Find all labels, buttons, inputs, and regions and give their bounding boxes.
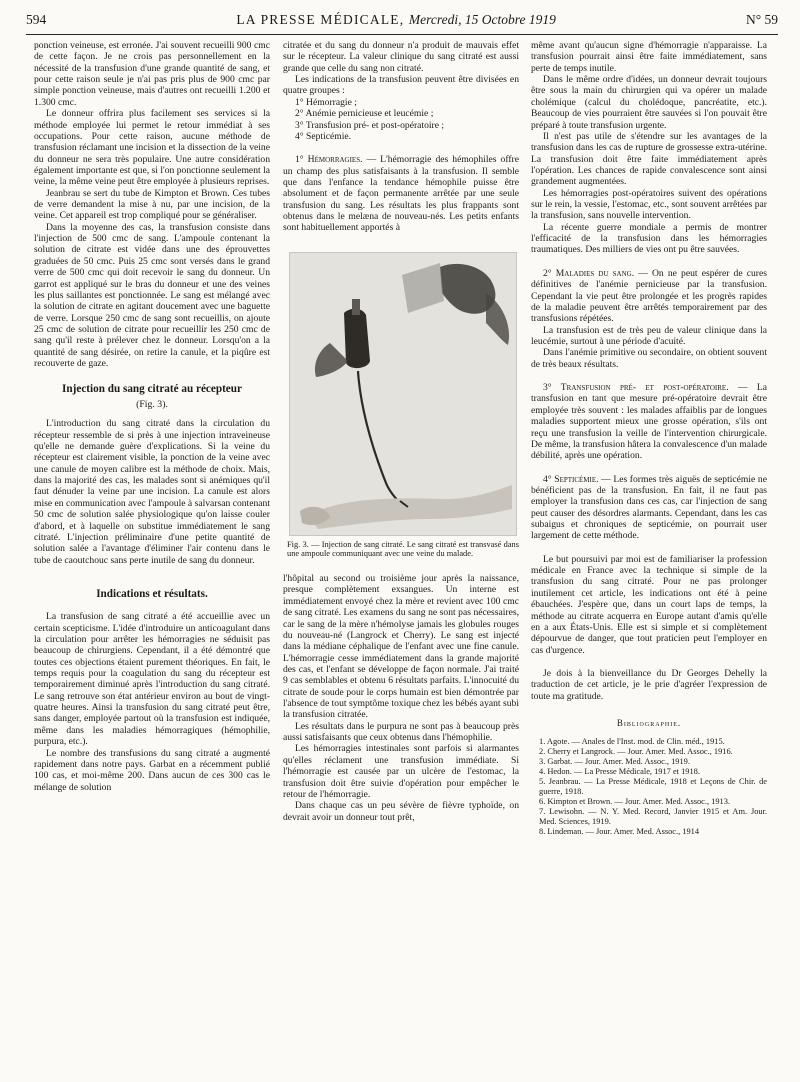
journal-name: LA PRESSE MÉDICALE,: [236, 12, 405, 27]
bibliography-entry: 6. Kimpton et Brown. — Jour. Amer. Med. Assoc., 1913.: [539, 797, 730, 807]
figure-transfusion-photo: [289, 252, 517, 536]
paragraph: Les indications de la transfusion peuvent être divisées en quatre groupes :: [283, 74, 519, 97]
issue-number: N° 59: [745, 12, 778, 27]
indications-list: [283, 97, 519, 142]
issue-date: Mercredi, 15 Octobre 1919: [408, 12, 556, 27]
transfusion-illustration: [290, 253, 516, 535]
bibliography-heading: Bibliographie.: [616, 718, 682, 729]
paragraph: Je dois à la bienveillance du Dr Georges Dehelly la traduction de cet article, je le prie d'agréer l'expression de toute ma gratitude.: [531, 667, 767, 702]
paragraph: Les résultats dans le purpura ne sont pas à beaucoup près aussi satisfaisants que ceux obtenus dans l'hémophilie.: [283, 720, 519, 744]
paragraph: [531, 474, 767, 542]
paragraph: Le nombre des transfusions du sang citraté a augmenté rapidement dans notre pays. Garbat en a récemment publié 100 cas, et moi-même 200. Dans aucun de ces 300 cas le mélange de solution: [34, 747, 270, 793]
bibliography-entry: 7. Lewisohn. — N. Y. Med. Record, Janvier 1915 et Am. Jour. Med. Sciences, 1919.: [539, 807, 767, 827]
column-left: [34, 40, 270, 793]
bibliography-entry: 4. Hedon. — La Presse Médicale, 1917 et 1918.: [539, 766, 700, 776]
subsection-heading: 4° Septicémie.: [543, 473, 599, 485]
paragraph: La transfusion de sang citraté a été accueillie avec un certain scepticisme. L'idée d'introduire un anticoagulant dans la circulation pour arrêter les hémorragies ne séduisit pas beaucoup de chirurgiens. Cependant, il a été démontré que toutes ces objections étaient purement théoriques. En fait, le temps requis pour la coagulation du sang du récepteur est temporairement diminué après l'introduction du sang citraté. Le sang retrouve son état antérieur environ au bout de vingt-quatre heures. Ainsi la transfusion du sang citraté peut être, sans danger, employée partout où la transfusion est indiquée, même dans les maladies hémorragiques (hémophilie, purpura, etc.).: [34, 611, 270, 748]
paragraph: Les hémorragies intestinales sont parfois si alarmantes qu'elles réclament une transfusion immédiate. Si l'hémorragie est causée par un ulcère de l'estomac, la transfusion doit être suivie d'opération pour empêcher le retour de l'hémorragie.: [283, 743, 519, 800]
section-heading: Injection du sang citraté au récepteur: [62, 383, 242, 396]
paragraph: La transfusion est de très peu de valeur clinique dans la leucémie, surtout à une période d'acuité.: [531, 324, 767, 347]
paragraph-text: — L'hémorragie des hémophiles offre un champ des plus satisfaisants à la transfusion. Il semble que dans l'enfance la tendance hémophile puisse être absolument et de façon permanente arrêtée par une seule transfusion du sang. Les résultats les plus frappants sont obtenus dans le melæna de nouveau-nés. Les petits enfants sont habituellement apportés à: [283, 154, 519, 234]
paragraph: Le but poursuivi par moi est de familiariser la profession médicale en France avec la technique si simple de la transfusion du sang citraté. Pour ne pas prolonger inutilement cet article, les indications ont été à peine ébauchées. J'espère que, dans un court laps de temps, la méthode au citrate acquerra en Europe autant d'amis qu'elle en a aux États-Unis. Elle est si simple et si complètement dépourvue de danger, que tout praticien peut l'employer en cas d'urgence.: [531, 553, 767, 656]
subsection-heading: 2° Maladies du sang.: [543, 267, 635, 279]
paragraph: [283, 154, 519, 234]
paragraph: Dans l'anémie primitive ou secondaire, on obtient souvent de très beaux résultats.: [531, 347, 767, 370]
paragraph: l'hôpital au second ou troisième jour après la naissance, presque complètement exsangues. Un interne est immédiatement envoyé chez la mère et revient avec 100 cmc de sang citraté. Les examens du sang ne sont pas nécessaires, car le sang de la mère n'hémolyse jamais les globules rouges du nouveau-né (Langrock et Cherry). Le sang est injecté dans la médiane céphalique de l'enfant avec une fine canule. L'hémorragie cesse immédiatement dans la grande majorité des cas, et l'enfant se développe de façon normale. J'ai traité 9 cas semblables et obtenu 6 résultats parfaits. L'innocuité du citrate de soude pour le corps humain est bien démontrée par l'absence de tout symptôme toxique chez les bébés ayant subi la transfusion citratée.: [283, 573, 519, 721]
paragraph: Les hémorragies post-opératoires suivent des opérations sur le rein, la vessie, l'estomac, etc., sont souvent arrêtées par la transfusion, sans nouvelle intervention.: [531, 187, 767, 222]
bibliography-entry: 1. Agote. — Anales de l'Inst. mod. de Clin. méd., 1915.: [539, 736, 725, 746]
paragraph: Dans la moyenne des cas, la transfusion consiste dans l'injection de 500 cmc de sang. L'ampoule contenant la solution de citrate est vidée dans une des éprouvettes graduées de 50 cmc. Puis 25 cmc sont versés dans le grand verre de 500 cmc qui doit recevoir le sang du donneur. Un garrot est appliqué sur le bras du donneur et une des veines les plus saillantes est ponctionnée. Le sang est mélangé avec la solution de citrate en agitant doucement avec une baguette de verre. Lorsque 250 cmc de sang sont recueillis, on ajoute 25 cmc de solution de citrate pour recueillir les 250 cmc de sang qu'il reste à prélever chez le donneur. Lorsqu'on a la quantité de sang désirée, on retire la canule, et la piqûre est recouverte de gaze.: [34, 221, 270, 370]
paragraph-text: — On ne peut espérer de cures définitives de l'anémie pernicieuse par la transfusion. Cependant la vie peut être prolongée et les progrès rapides de la maladie peuvent être arrêtés temporairement par des transfusions répétées.: [531, 267, 767, 325]
paragraph: [531, 268, 767, 325]
paragraph: Dans chaque cas un peu sévère de fièvre typhoïde, on devrait avoir un donneur tout prêt,: [283, 800, 519, 823]
paragraph: ponction veineuse, est erronée. J'ai souvent recueilli 900 cmc de cette façon. Je ne crois pas personnellement en la nécessité de la transfusion d'une grande quantité de sang, et pour cette raison seule je n'ai pas pris plus de 900 cmc par simple ponction veineuse, mais d'autres ont recueilli 1.200 et 1.300 cmc.: [34, 40, 270, 108]
paragraph-text: — La transfusion en tant que mesure pré-opératoire devrait être employée très souvent : les malades affaiblis par de longues maladies supportent mieux une grosse opération, s'ils ont reçu une transfusion la veille de l'intervention chirurgicale. De même, la transfusion hâtera la convalescence d'un malade débilité, après une opération.: [531, 382, 767, 462]
list-item: 3° Transfusion pré- et post-opératoire ;: [295, 119, 445, 131]
paragraph: Dans le même ordre d'idées, un donneur devrait toujours être sous la main du chirurgien qui va opérer un malade cholémique (calcul du cholédoque, pancréatite, etc.). Beaucoup de vies pourraient être sauvées si l'on pouvait être préparé à toute transfusion urgente.: [531, 74, 767, 131]
section-figure-ref: (Fig. 3).: [136, 398, 168, 410]
bibliography-entry: 8. Lindeman. — Jour. Amer. Med. Assoc., 1914: [539, 827, 700, 837]
paragraph: Le donneur offrira plus facilement ses services si la méthode employée lui permet le retour immédiat à ses occupations. Pour cette raison, aucune méthode de transfusion réclamant une incision et la dissection de la veine du donneur ne sera très populaire. Une autre considération également importante est que, si l'on ponctionne seulement la veine, la même veine peut être employée à plusieurs reprises.: [34, 108, 270, 188]
list-item: 2° Anémie pernicieuse et leucémie ;: [295, 108, 434, 120]
journal-title: [236, 12, 556, 28]
bibliography-list: [531, 737, 767, 838]
figure-caption: Fig. 3. — Injection de sang citraté. Le sang citraté est transvasé dans une ampoule communiquant avec une veine du malade.: [287, 539, 519, 559]
paragraph: L'introduction du sang citraté dans la circulation du récepteur ressemble de si près à une injection intraveineuse qu'elle ne demande guère d'explications. Si la veine du récepteur est clairement visible, la ponction de la veine avec une canule de moyen calibre est la méthode de choix. Mais, dans la majorité des cas, les malades sont si anémiques qu'il faut dénuder la veine par une incision. La canule est alors mise en communication avec l'ampoule à salvarsan contenant 50 cmc de solution salée physiologique qu'on laisse couler d'abord, et à laquelle on substitue immédiatement le sang citraté. L'injection préliminaire d'une petite quantité de solution salée a l'avantage d'éliminer l'air contenu dans le tube de caoutchouc sans perte inutile de sang du donneur.: [34, 418, 270, 566]
section-heading: Indications et résultats.: [96, 587, 208, 600]
list-item: 4° Septicémie.: [295, 130, 352, 142]
column-middle: [283, 40, 519, 823]
subsection-heading: 3° Transfusion pré- et post-opératoire.: [543, 382, 729, 394]
bibliography-entry: 2. Cherry et Langrock. — Jour. Amer. Med. Assoc., 1916.: [539, 746, 733, 756]
paragraph: [531, 382, 767, 462]
page-number: 594: [26, 12, 47, 27]
bibliography-entry: 5. Jeanbrau. — La Presse Médicale, 1918 et Leçons de Chir. de guerre, 1918.: [539, 777, 767, 797]
paragraph: Jeanbrau se sert du tube de Kimpton et Brown. Ces tubes de verre demandent la mise à nu, par une incision, de la veine. Cet appareil est trop compliqué pour se généraliser.: [34, 187, 270, 222]
paragraph: La récente guerre mondiale a permis de montrer l'efficacité de la transfusion dans les hémorragies traumatiques. Des milliers de vies ont pu être sauvées.: [531, 221, 767, 256]
paragraph: citratée et du sang du donneur n'a produit de mauvais effet sur le récepteur. La valeur clinique du sang citraté est aussi grande que celle du sang non citraté.: [283, 40, 519, 74]
paragraph: même avant qu'aucun signe d'hémorragie n'apparaisse. La transfusion pourrait ainsi être faite immédiatement, sans perte de temps inutile.: [531, 40, 767, 74]
column-right: [531, 40, 767, 837]
page-header: [26, 12, 778, 35]
paragraph-text: — Les formes très aiguës de septicémie ne bénéficient pas de la transfusion. En fait, il ne faut pas employer la transfusion dans ces cas, car l'injection de sang peut causer des désordres alarmants. Cependant, dans les cas subaigus et chroniques de septicémie, on pourrait user largement de cette méthode.: [531, 473, 767, 542]
list-item: 1° Hémorragie ;: [295, 96, 357, 108]
paragraph: Il n'est pas utile de s'étendre sur les avantages de la transfusion dans les cas de rupture de grossesse extra-utérine. La transfusion doit être faite immédiatement après l'opération. Les chances de rapide convalescence sont ainsi grandement augmentées.: [531, 130, 767, 188]
bibliography-entry: 3. Garbat. — Jour. Amer. Med. Assoc., 1919.: [539, 756, 690, 766]
subsection-heading: 1° Hémorragies.: [295, 154, 363, 166]
